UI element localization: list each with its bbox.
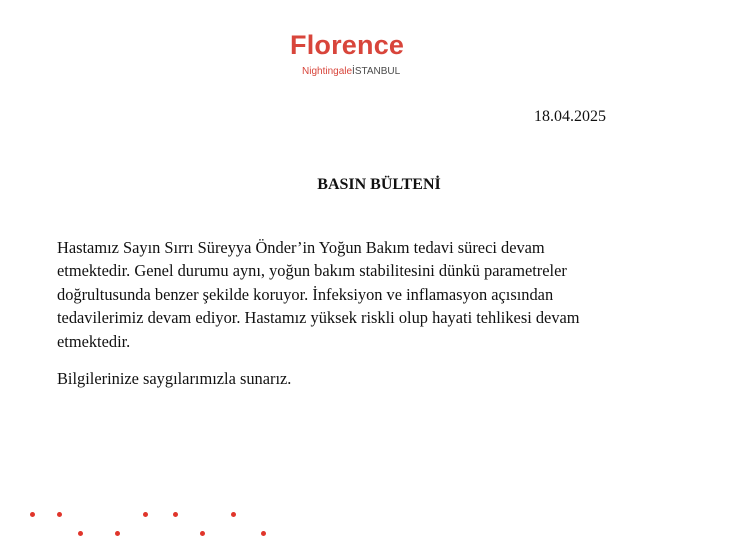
decorative-dot [261, 531, 266, 536]
closing-line: Bilgilerinize saygılarımızla sunarız. [57, 369, 292, 388]
decorative-dot [200, 531, 205, 536]
body-line: etmektedir. [57, 331, 131, 351]
body-line: etmektedir. Genel durumu aynı, yoğun bakım stabilitesini dünkü parametreler [57, 261, 567, 281]
decorative-dot [143, 512, 148, 517]
decorative-dot [115, 531, 120, 536]
press-release-body [57, 236, 677, 353]
logo-subtitle-nightingale: Nightingale [302, 66, 353, 77]
body-line: tedavilerimiz devam ediyor. Hastamız yüksek riskli olup hayati tehlikesi devam [57, 308, 580, 328]
decorative-dot [173, 512, 178, 517]
decorative-dot [231, 512, 236, 517]
logo-subtitle-istanbul: İSTANBUL [352, 66, 401, 77]
decorative-dot [30, 512, 35, 517]
logo-brand-name: Florence [290, 30, 405, 60]
body-line: Hastamız Sayın Sırrı Süreyya Önder’in Yoğun Bakım tedavi süreci devam [57, 238, 545, 257]
document-title: BASIN BÜLTENİ [317, 176, 441, 193]
hospital-logo [290, 28, 430, 84]
decorative-dot [57, 512, 62, 517]
decorative-dot [78, 531, 83, 536]
logo-subtitle [302, 66, 400, 78]
document-date: 18.04.2025 [534, 108, 606, 125]
body-line: doğrultusunda benzer şekilde koruyor. İnfeksiyon ve inflamasyon açısından [57, 284, 554, 304]
